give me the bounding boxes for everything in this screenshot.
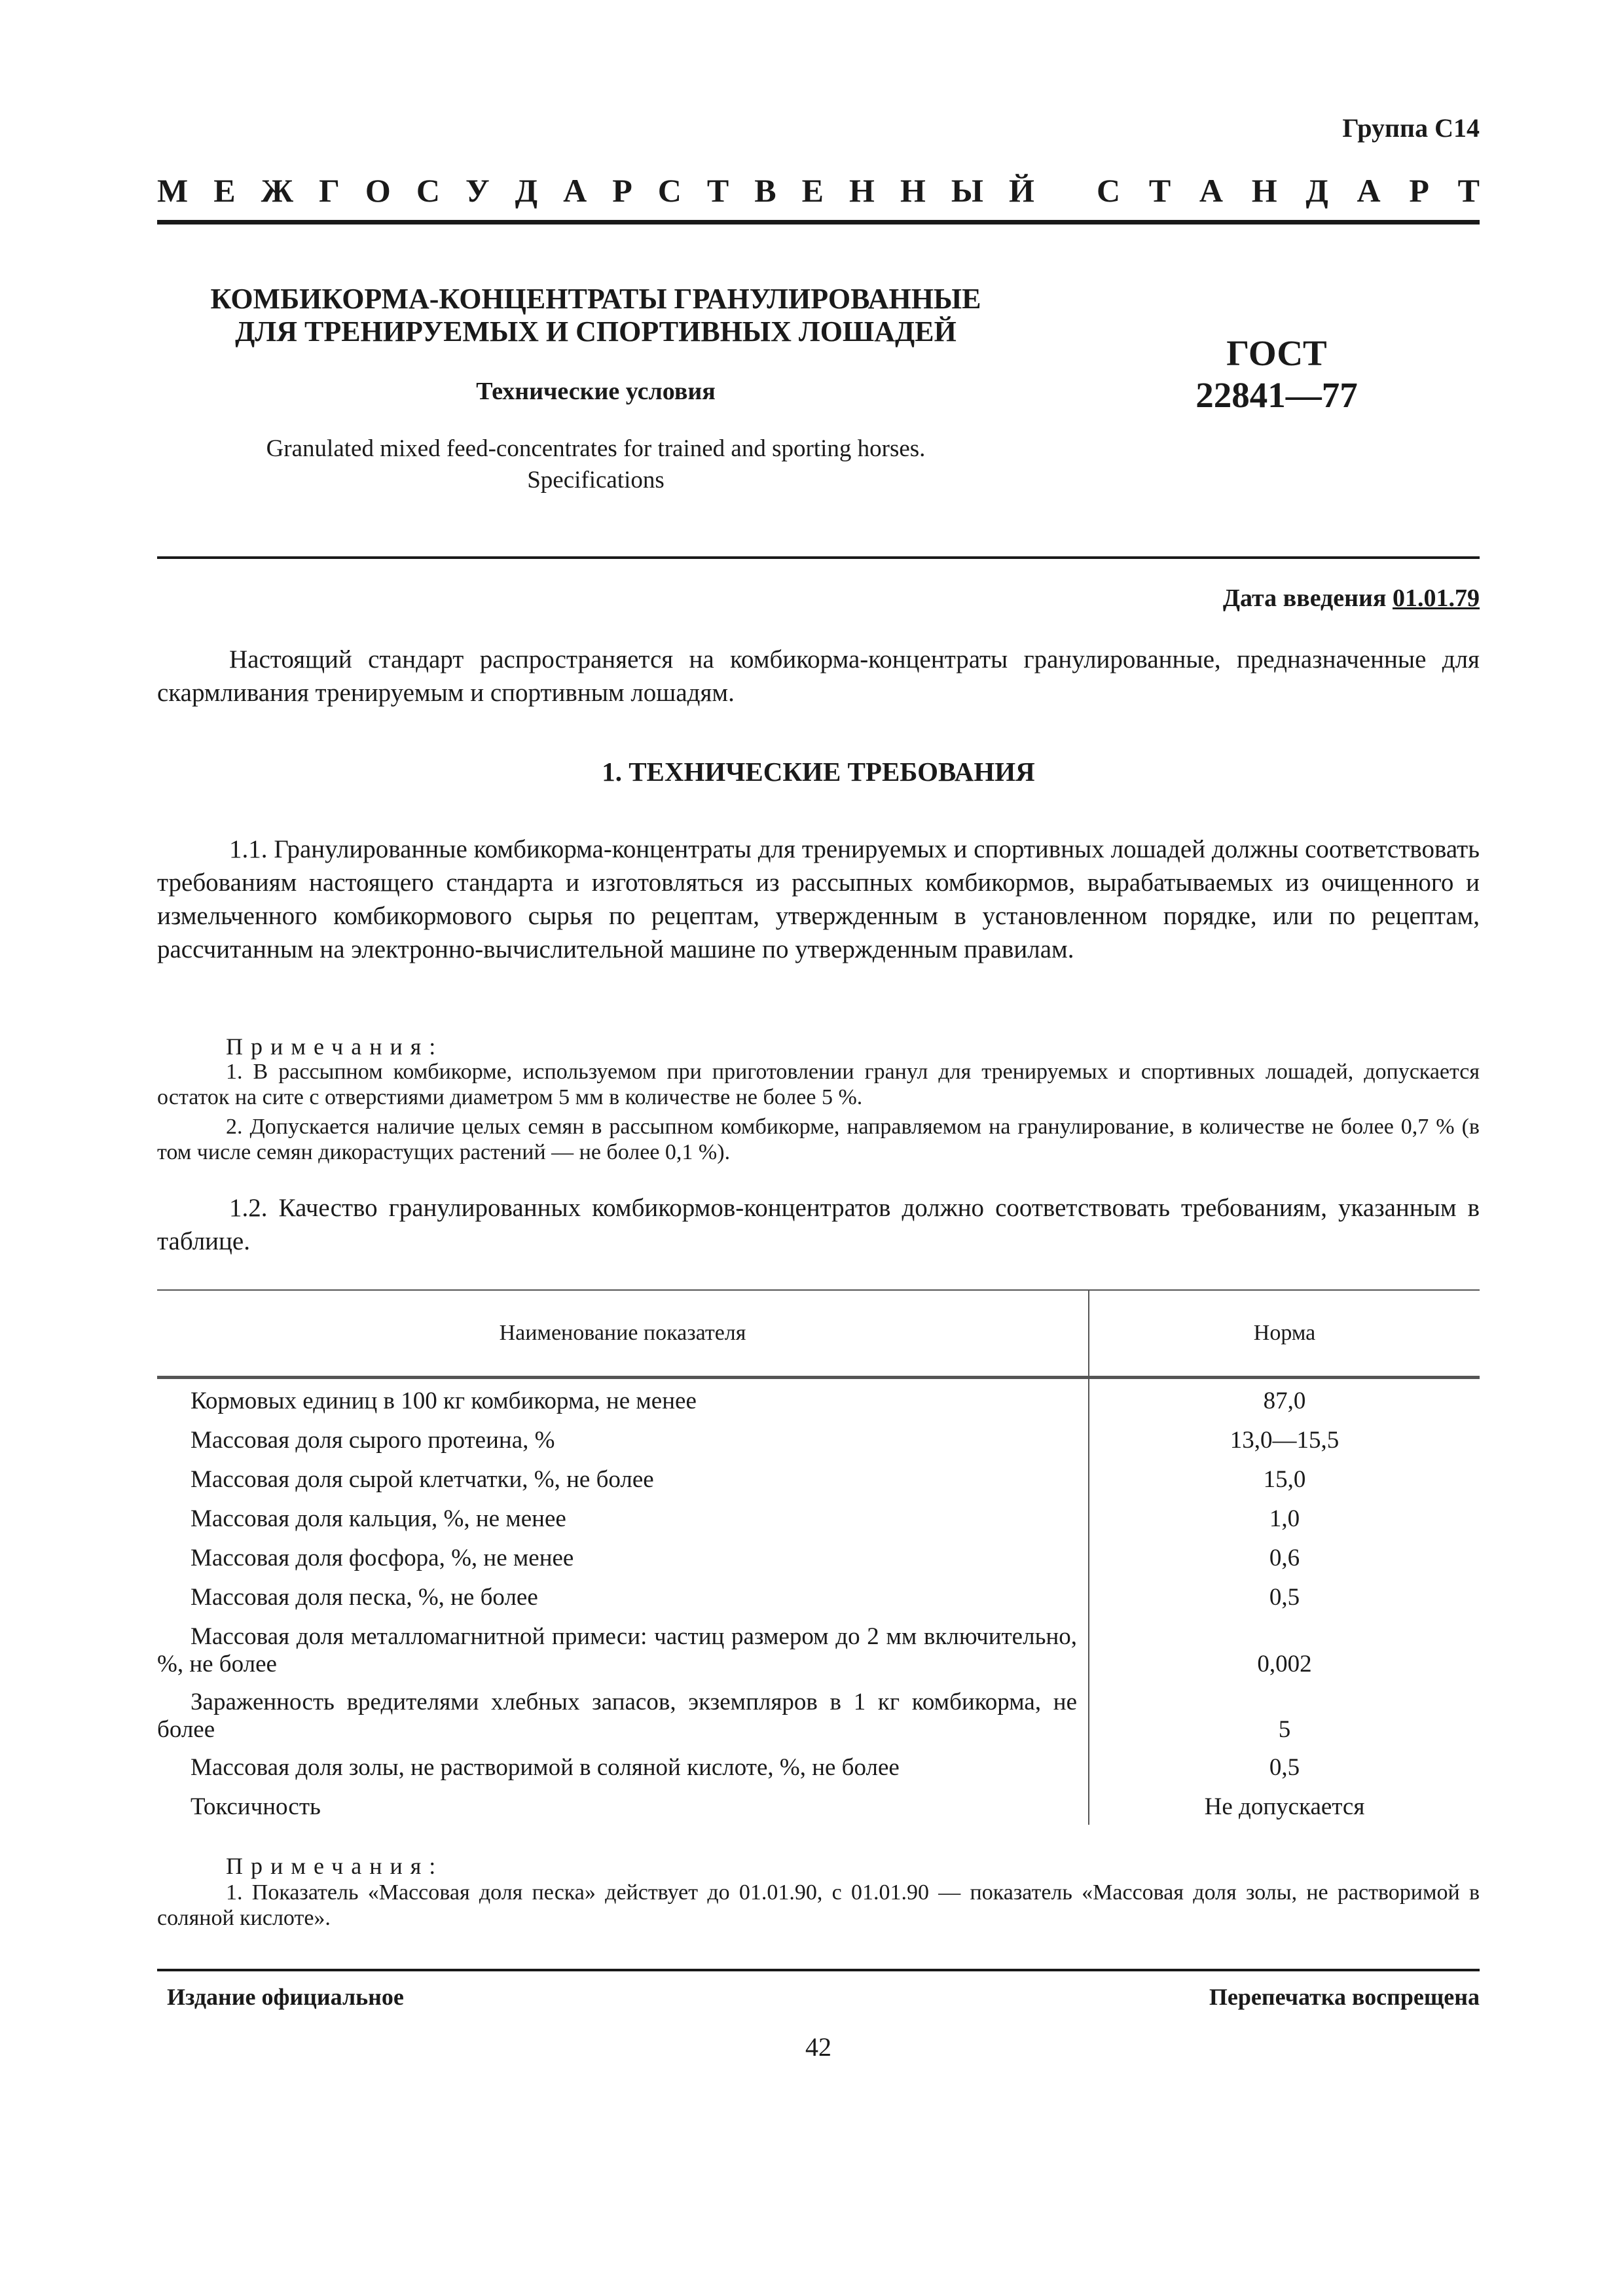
gost-label: ГОСТ xyxy=(1226,333,1327,373)
banner-letter: Р xyxy=(1409,172,1429,209)
banner-letter: А xyxy=(1357,172,1381,209)
banner-letter: С xyxy=(657,172,682,209)
english-title-line-2: Specifications xyxy=(527,467,665,493)
row-norm: 1,0 xyxy=(1269,1505,1300,1532)
row-name: Массовая доля песка, %, не более xyxy=(191,1584,538,1611)
row-name: Токсичность xyxy=(191,1793,321,1820)
banner-letter: Й xyxy=(1008,172,1034,209)
footer-rule xyxy=(157,1969,1480,1971)
english-title-line-1: Granulated mixed feed-concentrates for trained and sporting horses. xyxy=(266,435,926,462)
row-norm: 87,0 xyxy=(1263,1388,1306,1414)
intro-paragraph: Настоящий стандарт распространяется на комбикорма-концентраты гранулированные, предназначенные для скармливания тренируемым и спортивным лошадям. xyxy=(157,645,1480,707)
banner-letter: А xyxy=(563,172,587,209)
title-rule xyxy=(157,556,1480,559)
note-1: 1. В рассыпном комбикорме, используемом при приготовлении гранул для тренируемых и спортивных лошадей, допускается остаток на сите с отверстиями диаметром 5 мм в количестве не более 5 %. xyxy=(157,1060,1480,1109)
document-subtitle: Технические условия xyxy=(476,378,716,405)
banner-letter: О xyxy=(365,172,391,209)
quality-table xyxy=(157,1289,1480,1825)
banner-letter: С xyxy=(1097,172,1121,209)
row-name: Массовая доля фосфора, %, не менее xyxy=(191,1545,574,1571)
row-norm: 15,0 xyxy=(1263,1466,1306,1493)
banner-letter: Н xyxy=(849,172,875,209)
title-line-1: КОМБИКОРМА-КОНЦЕНТРАТЫ ГРАНУЛИРОВАННЫЕ xyxy=(210,283,981,315)
banner-letter: А xyxy=(1199,172,1224,209)
row-norm: 5 xyxy=(1278,1716,1291,1743)
table-note-1: 1. Показатель «Массовая доля песка» действует до 01.01.90, с 01.01.90 — показатель «Массовая доля золы, не растворимой в соляной кислоте». xyxy=(157,1880,1480,1930)
page-number: 42 xyxy=(805,2032,831,2062)
banner-word-standard xyxy=(1097,171,1480,209)
row-name: Массовая доля сырого протеина, % xyxy=(191,1427,555,1454)
row-norm: 0,002 xyxy=(1257,1651,1312,1677)
row-name: Массовая доля кальция, %, не менее xyxy=(191,1505,566,1532)
banner-letter: Ы xyxy=(951,172,983,209)
banner-letter: Р xyxy=(612,172,632,209)
banner-letter: Т xyxy=(1457,172,1480,209)
table-header-norm: Норма xyxy=(1253,1321,1316,1345)
reprint-prohibited-label: Перепечатка воспрещена xyxy=(1209,1984,1480,2010)
official-edition-label: Издание официальное xyxy=(167,1984,404,2010)
row-norm: 13,0—15,5 xyxy=(1230,1427,1340,1454)
introduction-date-value: 01.01.79 xyxy=(1393,584,1480,612)
standard-banner xyxy=(157,171,1480,209)
title-line-2: ДЛЯ ТРЕНИРУЕМЫХ И СПОРТИВНЫХ ЛОШАДЕЙ xyxy=(235,315,957,348)
gost-number: 22841—77 xyxy=(1195,375,1358,415)
banner-letter: Т xyxy=(706,172,729,209)
note-2: 2. Допускается наличие целых семян в рассыпном комбикорме, направляемом на гранулирование, в количестве не более 0,7 % (в том числе семян дикорастущих растений — не более 0,1 %). xyxy=(157,1115,1480,1164)
english-title xyxy=(157,433,1034,496)
banner-letter: М xyxy=(157,172,189,209)
introduction-date-label: Дата введения xyxy=(1222,584,1387,612)
introduction-date xyxy=(1223,584,1480,613)
row-name: Массовая доля металломагнитной примеси: частиц размером до 2 мм включительно, %, не более xyxy=(157,1623,1077,1677)
banner-letter: Д xyxy=(515,172,538,209)
row-name: Массовая доля сырой клетчатки, %, не более xyxy=(191,1466,654,1493)
group-code: Группа С14 xyxy=(1342,113,1480,143)
row-name: Массовая доля золы, не растворимой в соляной кислоте, %, не более xyxy=(191,1754,900,1781)
banner-letter: Т xyxy=(1148,172,1171,209)
row-norm: 0,6 xyxy=(1269,1545,1300,1571)
banner-letter: С xyxy=(416,172,440,209)
row-norm: 0,5 xyxy=(1269,1584,1300,1611)
banner-letter: Г xyxy=(319,172,340,209)
section-heading: 1. ТЕХНИЧЕСКИЕ ТРЕБОВАНИЯ xyxy=(602,757,1035,787)
notes-heading: Примечания: xyxy=(226,1033,444,1060)
row-name: Кормовых единиц в 100 кг комбикорма, не менее xyxy=(191,1388,697,1414)
document-page xyxy=(157,0,1480,2296)
table-header-border xyxy=(157,1376,1480,1379)
header-rule xyxy=(157,220,1480,224)
banner-letter: Е xyxy=(801,172,824,209)
banner-letter: Д xyxy=(1305,172,1328,209)
paragraph-1-1: 1.1. Гранулированные комбикорма-концентраты для тренируемых и спортивных лошадей должны соответствовать требованиям настоящего стандарта и изготовляться из рассыпных комбикормов, вырабатываемых из очищенного и измельченного комбикормового сырья по рецептам, утвержденным в установленном порядке, или по рецептам, рассчитанным на электронно-вычислительной машине по утвержденным правилам. xyxy=(157,835,1480,963)
gost-designation xyxy=(1139,332,1414,416)
paragraph-1-2: 1.2. Качество гранулированных комбикормов-концентратов должно соответствовать требованиям, указанным в таблице. xyxy=(157,1194,1480,1255)
banner-letter: У xyxy=(465,172,490,209)
table-header-name: Наименование показателя xyxy=(499,1321,746,1345)
banner-letter: Н xyxy=(900,172,926,209)
banner-letter: Е xyxy=(213,172,236,209)
banner-letter: Н xyxy=(1251,172,1277,209)
banner-letter: В xyxy=(754,172,776,209)
document-title xyxy=(157,283,1034,348)
banner-letter: Ж xyxy=(261,172,294,209)
banner-word-interstate xyxy=(157,171,1034,209)
row-norm: Не допускается xyxy=(1204,1793,1365,1820)
row-norm: 0,5 xyxy=(1269,1754,1300,1781)
row-name: Зараженность вредителями хлебных запасов, экземпляров в 1 кг комбикорма, не более xyxy=(157,1689,1077,1743)
table-top-border xyxy=(157,1289,1480,1291)
table-notes-heading: Примечания: xyxy=(226,1853,444,1879)
title-block xyxy=(157,283,1034,496)
